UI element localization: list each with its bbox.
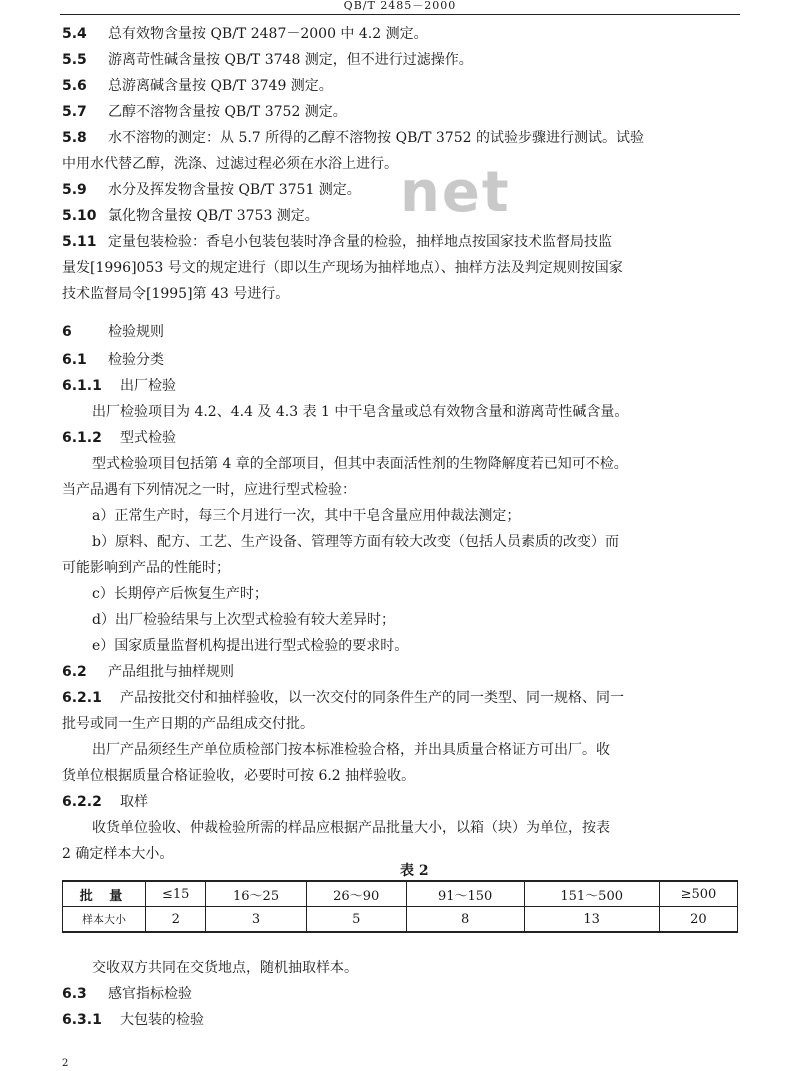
clause-number: 6.1.1 [62,378,102,394]
text-line [62,128,644,148]
clause-number: 6 [62,324,72,340]
clause-text: 氯化物含量按 QB/T 3753 测定。 [108,208,319,224]
clause-text: b）原料、配方、工艺、生产设备、管理等方面有较大改变（包括人员素质的改变）而 [92,534,619,550]
text-line [92,958,358,978]
clause-text: 可能影响到产品的性能时； [62,560,230,576]
text-line [62,154,398,174]
text-line [62,232,612,252]
text-line [62,180,361,200]
clause-text: 货单位根据质量合格证验收，必要时可按 6.2 抽样验收。 [62,768,416,784]
clause-number: 5.4 [62,26,87,42]
text-line [62,350,164,370]
text-line [62,24,428,44]
clause-text: 总有效物含量按 QB/T 2487－2000 中 4.2 测定。 [108,26,428,42]
text-line [92,506,520,526]
text-line [62,102,347,122]
watermark: net [400,160,511,225]
text-line [62,844,173,864]
table-cell: 13 [524,907,659,933]
text-line [62,428,176,448]
clause-text: 出厂检验 [120,378,176,394]
table-cell: ≥500 [659,881,737,907]
page-header [60,0,740,15]
page-number: 2 [62,1058,69,1069]
clause-text: 游离苛性碱含量按 QB/T 3748 测定，但不进行过滤操作。 [108,52,473,68]
clause-text: 产品按批交付和抽样验收，以一次交付的同条件生产的同一类型、同一规格、同一 [120,690,624,706]
text-line [92,532,619,552]
clause-text: 批号或同一生产日期的产品组成交付批。 [62,716,314,732]
text-line [92,740,610,760]
standard-number: QB/T 2485－2000 [343,0,457,12]
table-cell: 16～25 [206,881,306,907]
clause-number: 6.2.1 [62,690,102,706]
clause-number: 6.2 [62,664,87,680]
clause-text: 取样 [120,794,148,810]
clause-text: 当产品遇有下列情况之一时，应进行型式检验： [62,482,356,498]
table-caption: 表 2 [400,863,429,879]
clause-text: d）出厂检验结果与上次型式检验有较大差异时； [92,612,395,628]
text-line [62,984,192,1004]
clause-number: 5.10 [62,208,97,224]
clause-text: e）国家质量监督机构提出进行型式检验的要求时。 [92,638,409,654]
clause-number: 5.7 [62,104,87,120]
clause-text: 技术监督局令[1995]第 43 号进行。 [62,286,290,302]
clause-text: 感官指标检验 [108,986,192,1002]
text-line [62,258,623,278]
text-line [92,636,408,656]
clause-text: 中用水代替乙醇，洗涤、过滤过程必须在水浴上进行。 [62,156,398,172]
text-line [62,206,319,226]
clause-text: 出厂产品须经生产单位质检部门按本标准检验合格，并出具质量合格证方可出厂。收 [92,742,610,758]
text-line [62,792,148,812]
text-line [62,714,314,734]
clause-number: 6.2.2 [62,794,102,810]
text-line [92,610,395,630]
clause-text: a）正常生产时，每三个月进行一次，其中干皂含量应用仲裁法测定； [92,508,521,524]
clause-text: 产品组批与抽样规则 [108,664,234,680]
text-line [92,584,268,604]
clause-text: 水分及挥发物含量按 QB/T 3751 测定。 [108,182,361,198]
text-line [62,284,289,304]
clause-text: 收货单位验收、仲裁检验所需的样品应根据产品批量大小，以箱（块）为单位，按表 [92,820,610,836]
text-line [62,1010,204,1030]
table-cell: 151～500 [524,881,659,907]
table-cell: 20 [659,907,737,933]
clause-text: c）长期停产后恢复生产时； [92,586,268,602]
clause-number: 5.6 [62,78,87,94]
table-row [63,907,738,933]
table-cell: 2 [146,907,206,933]
table-cell: 3 [206,907,306,933]
clause-number: 6.3 [62,986,87,1002]
clause-text: 型式检验 [120,430,176,446]
clause-text: 检验分类 [108,352,164,368]
text-line [92,402,628,422]
text-line [62,662,234,682]
clause-number: 6.1.2 [62,430,102,446]
clause-number: 5.5 [62,52,87,68]
clause-number: 6.1 [62,352,87,368]
text-line [62,376,176,396]
clause-text: 定量包装检验：香皂小包装包装时净含量的检验，抽样地点按国家技术监督局技监 [108,234,612,250]
text-line [62,558,230,578]
clause-number: 5.9 [62,182,87,198]
text-line [62,480,356,500]
clause-text: 2 确定样本大小。 [62,846,174,862]
sample-size-table [62,880,738,933]
clause-text: 检验规则 [108,324,164,340]
text-line [62,688,624,708]
clause-text: 交收双方共同在交货地点，随机抽取样本。 [92,960,358,976]
row-header-sample: 样本大小 [63,907,146,933]
row-header-lot: 批 量 [63,881,146,907]
clause-number: 5.11 [62,234,97,250]
text-line [62,766,415,786]
table-cell: 26～90 [306,881,406,907]
clause-number: 5.8 [62,130,87,146]
clause-text: 大包装的检验 [120,1012,204,1028]
text-line [62,50,473,70]
table-cell: 5 [306,907,406,933]
clause-text: 水不溶物的测定：从 5.7 所得的乙醇不溶物按 QB/T 3752 的试验步骤进行测试。试验 [108,130,644,146]
text-line [92,818,610,838]
table-cell: 8 [406,907,524,933]
clause-text: 乙醇不溶物含量按 QB/T 3752 测定。 [108,104,347,120]
clause-text: 总游离碱含量按 QB/T 3749 测定。 [108,78,333,94]
clause-text: 型式检验项目包括第 4 章的全部项目，但其中表面活性剂的生物降解度若已知可不检。 [92,456,628,472]
clause-number: 6.3.1 [62,1012,102,1028]
text-line [62,76,333,96]
table-row [63,881,738,907]
table-cell: 91～150 [406,881,524,907]
table-cell: ≤15 [146,881,206,907]
text-line [92,454,628,474]
text-line [62,322,164,342]
clause-text: 量发[1996]053 号文的规定进行（即以生产现场为抽样地点）、抽样方法及判定规则按国家 [62,260,623,276]
clause-text: 出厂检验项目为 4.2、4.4 及 4.3 表 1 中干皂含量或总有效物含量和游离苛性碱含量。 [92,404,629,420]
